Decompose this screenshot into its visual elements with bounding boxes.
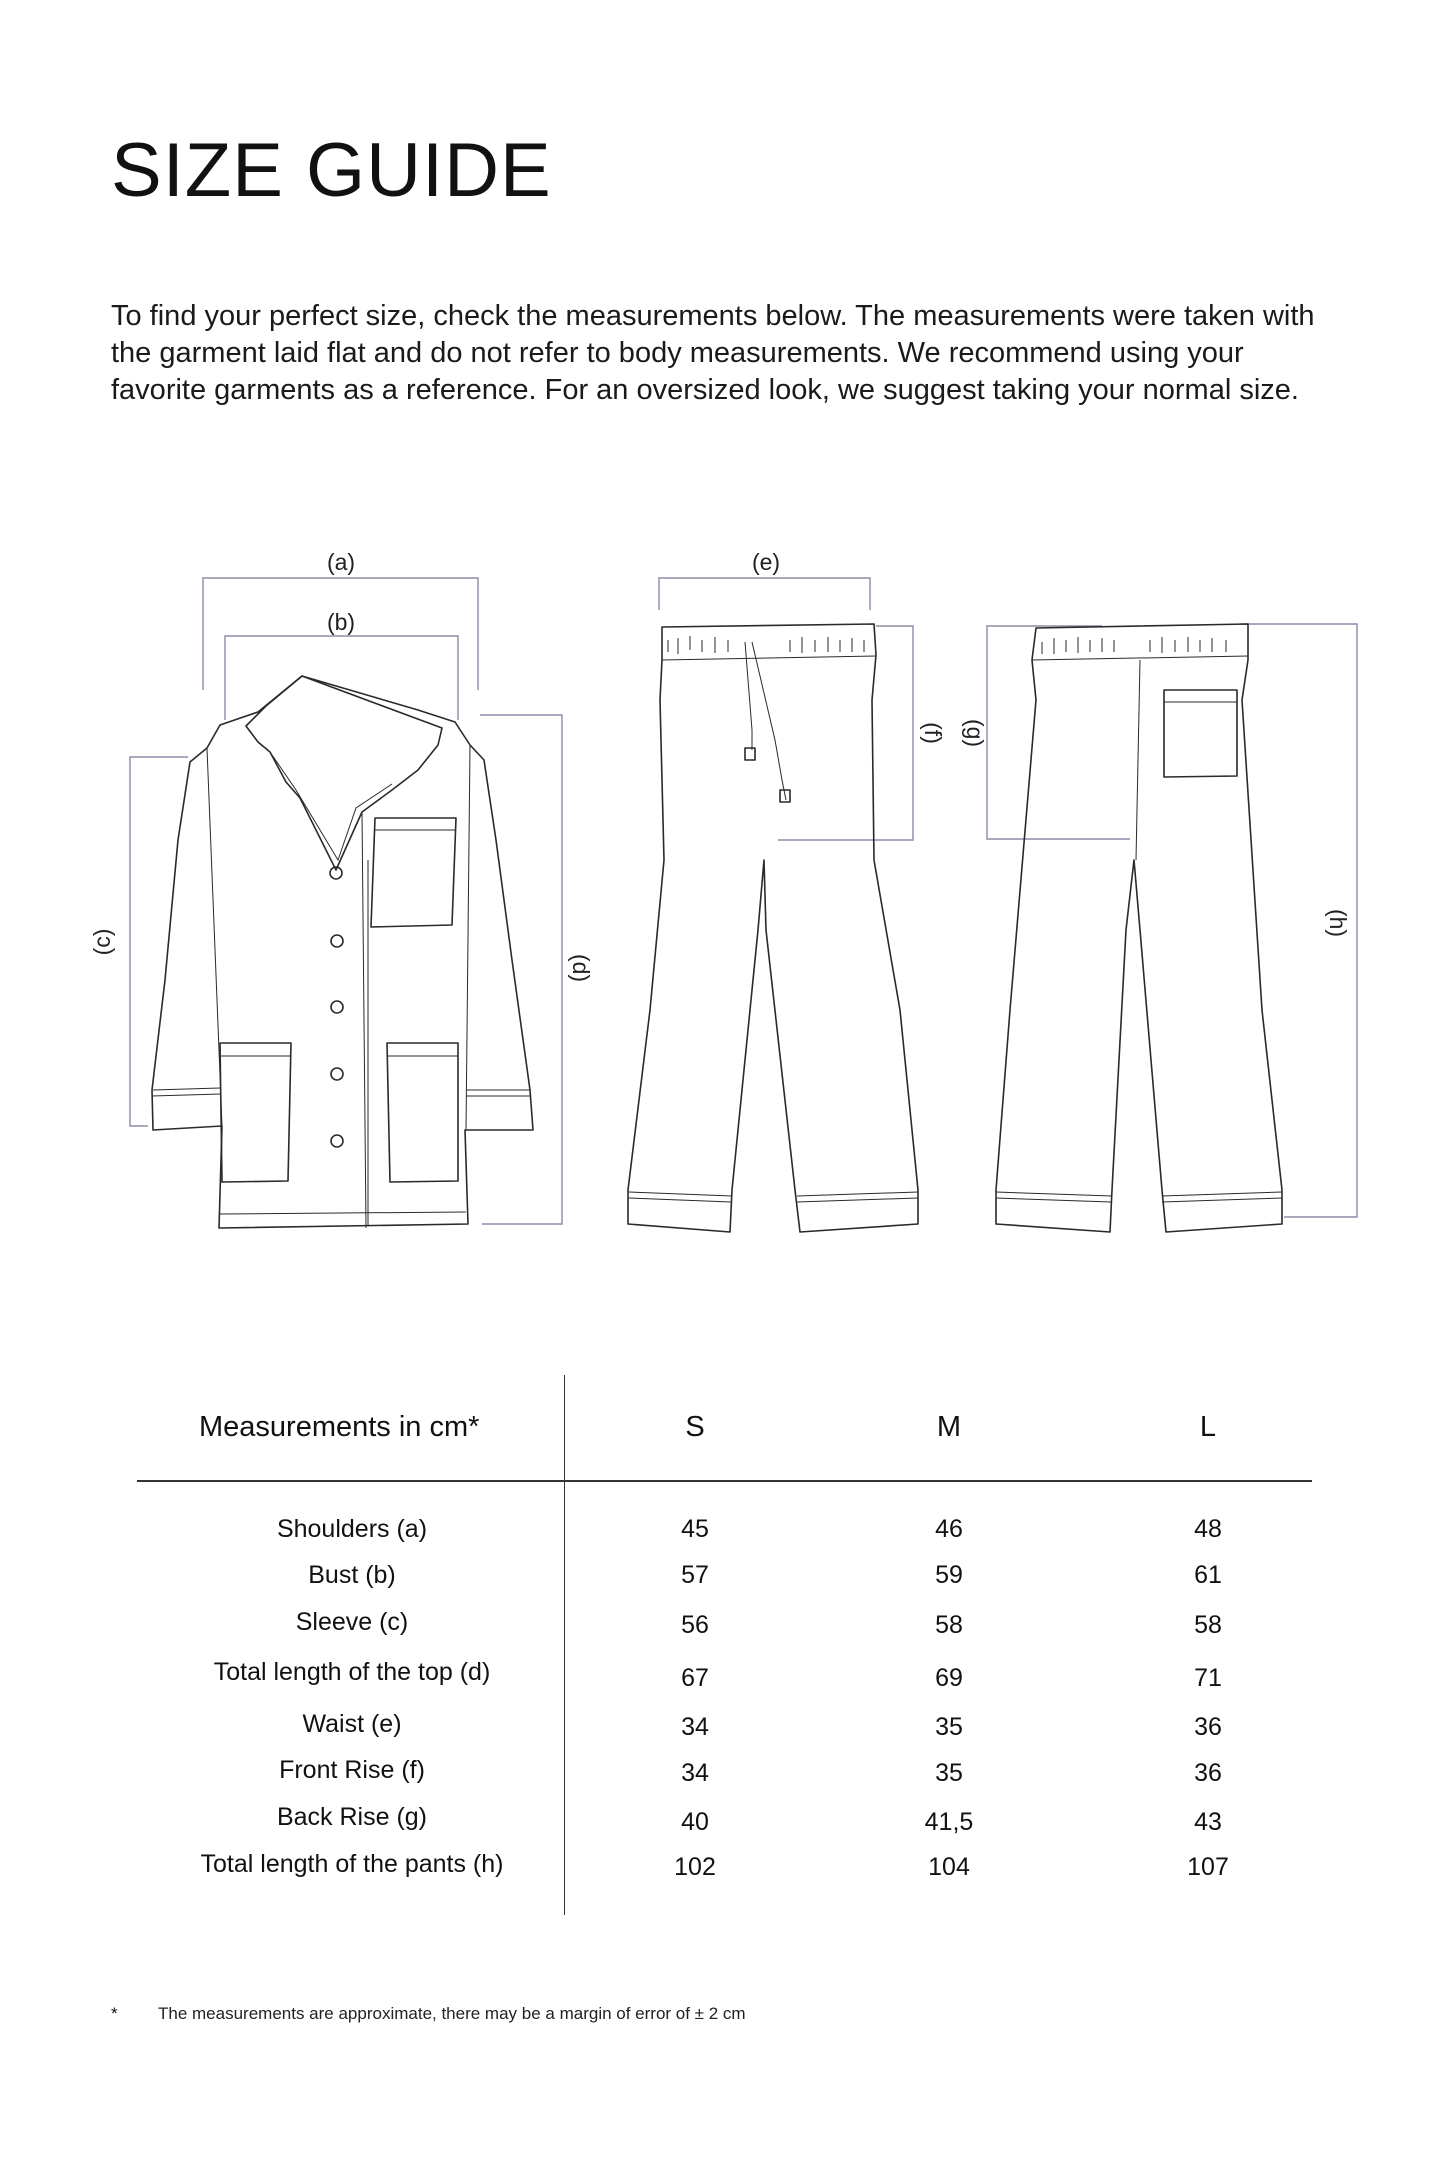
table-header-measurements: Measurements in cm* [199,1411,480,1443]
value-s: 40 [681,1808,709,1836]
value-m: 69 [935,1664,963,1692]
value-s: 34 [681,1759,709,1787]
row-label: Waist (e) [302,1710,402,1738]
row-label: Total length of the top (d) [213,1658,491,1686]
table-row [137,1515,1312,1555]
table-header-size-m: M [936,1411,962,1443]
value-l: 36 [1194,1759,1222,1787]
dim-line-d [480,715,562,1224]
button-5 [331,1135,343,1147]
label-e: (e) [751,549,781,575]
value-l: 107 [1187,1853,1229,1881]
back-center-seam [1136,660,1140,860]
shirt-placket [362,812,366,1228]
value-l: 61 [1194,1561,1222,1589]
value-m: 58 [935,1611,963,1639]
table-row [137,1658,1312,1698]
value-l: 43 [1194,1808,1222,1836]
row-label: Bust (b) [308,1561,396,1589]
value-m: 41,5 [924,1808,974,1836]
dim-line-c [130,757,188,1126]
shirt-hem [220,1212,466,1214]
table-row [137,1608,1312,1648]
back-hem-left [996,1192,1112,1202]
value-s: 45 [681,1515,709,1543]
table-row [137,1756,1312,1796]
shirt-right-pocket [387,1043,458,1182]
value-l: 71 [1194,1664,1222,1692]
value-m: 104 [928,1853,970,1881]
measurement-table [137,1375,1312,1915]
front-pants-outline [628,624,918,1232]
shirt-left-pocket [220,1043,291,1182]
value-s: 67 [681,1664,709,1692]
shirt-chest-pocket [371,818,456,927]
value-s: 102 [674,1853,716,1881]
front-pants-illustration [628,624,918,1232]
shirt-collar [246,676,442,870]
intro-paragraph: To find your perfect size, check the measurements below. The measurements were taken with the garment laid flat and do not refer to body measurements. We recommend using your favorite garments as a reference. For an oversized look, we suggest taking your normal size. [111,300,1315,406]
value-s: 56 [681,1611,709,1639]
value-l: 36 [1194,1713,1222,1741]
table-header-size-s: S [685,1411,705,1443]
table-row [137,1710,1312,1750]
back-waistband [1032,656,1248,660]
button-3 [331,1001,343,1013]
value-s: 34 [681,1713,709,1741]
value-s: 57 [681,1561,709,1589]
label-d: (d) [568,953,594,983]
shirt-left-cuff [152,1088,221,1096]
shirt-right-cuff [466,1090,531,1096]
shirt-right-sleeve-seam [466,745,470,1130]
shirt-buttons [330,867,343,1147]
table-row [137,1850,1312,1890]
row-label: Total length of the pants (h) [200,1850,504,1878]
label-g: (g) [962,718,988,748]
button-4 [331,1068,343,1080]
value-m: 35 [935,1713,963,1741]
back-hem-right [1162,1192,1282,1202]
dim-line-f [778,626,913,840]
back-pants-illustration [996,624,1282,1232]
value-m: 59 [935,1561,963,1589]
value-m: 35 [935,1759,963,1787]
drawstring-right [752,642,786,800]
footnote-marker: * [111,2004,118,2023]
dim-line-g [987,626,1130,839]
value-l: 48 [1194,1515,1222,1543]
drawstring-tip-left [745,748,755,760]
footnote-text: The measurements are approximate, there may be a margin of error of ± 2 cm [158,2004,746,2023]
row-label: Sleeve (c) [295,1608,409,1636]
row-label: Front Rise (f) [279,1756,425,1784]
shirt-illustration [152,676,533,1228]
dimension-lines [130,578,1357,1224]
row-label: Shoulders (a) [276,1515,428,1543]
label-c: (c) [89,928,115,956]
back-pocket [1164,690,1237,777]
table-row [137,1803,1312,1843]
table-row [137,1561,1312,1601]
dim-line-b [225,636,458,720]
front-hem-left [628,1192,732,1202]
garment-diagram [0,520,1445,1260]
value-m: 46 [935,1515,963,1543]
label-b: (b) [326,609,356,635]
table-header-size-l: L [1199,1411,1217,1443]
table-header-divider [137,1480,1312,1482]
shirt-body [152,676,533,1228]
front-waistband [662,656,876,660]
label-f: (f) [920,722,946,744]
dim-line-e [659,578,870,610]
front-hem-right [797,1192,918,1202]
row-label: Back Rise (g) [276,1803,428,1831]
page-title: SIZE GUIDE [111,128,552,213]
label-a: (a) [326,549,356,575]
label-h: (h) [1325,908,1351,938]
button-2 [331,935,343,947]
value-l: 58 [1194,1611,1222,1639]
